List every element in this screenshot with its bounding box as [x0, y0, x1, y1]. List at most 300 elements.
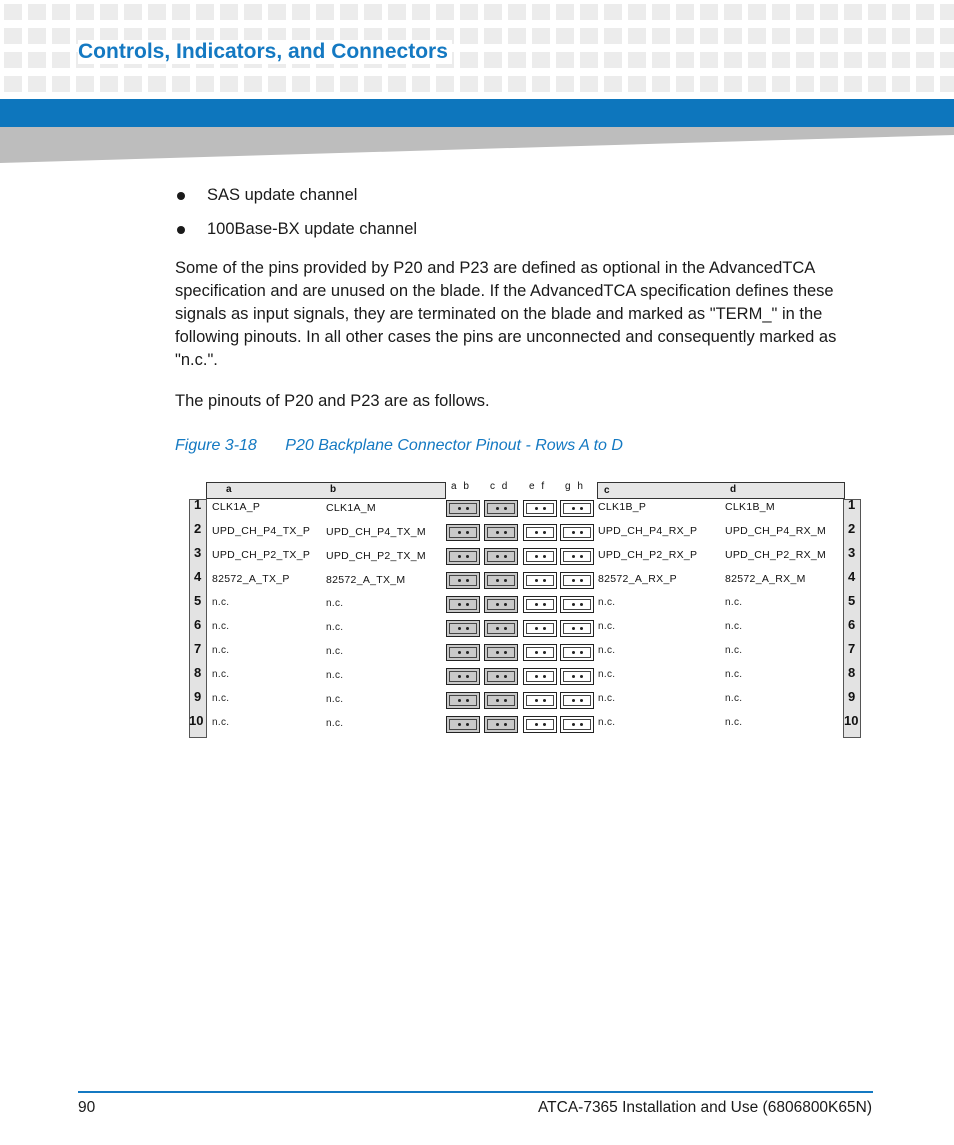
- header-pattern-square: [508, 76, 526, 92]
- header-pattern-square: [772, 28, 790, 44]
- header-pattern-square: [52, 4, 70, 20]
- header-pattern-square: [556, 4, 574, 20]
- contact-pair-gh: [560, 572, 594, 589]
- contact-pair-inner: [449, 647, 477, 658]
- pin-dot-icon: [543, 531, 546, 534]
- header-pattern-square: [796, 76, 814, 92]
- pin-dot-icon: [535, 507, 538, 510]
- header-pattern-square: [196, 76, 214, 92]
- pair-header-gh: g h: [565, 481, 585, 492]
- header-pattern-square: [916, 76, 934, 92]
- pin-dot-icon: [572, 627, 575, 630]
- pin-dot-icon: [496, 699, 499, 702]
- contact-pair-gh: [560, 524, 594, 541]
- pin-dot-icon: [466, 507, 469, 510]
- row-number-left: 4: [194, 569, 202, 584]
- contact-pair-cd: [484, 716, 518, 733]
- header-pattern-square: [508, 28, 526, 44]
- contact-pair-inner: [487, 695, 515, 706]
- header-pattern-square: [340, 76, 358, 92]
- contact-pair-ef: [523, 524, 557, 541]
- pin-dot-icon: [535, 675, 538, 678]
- header-pattern-square: [100, 4, 118, 20]
- pin-label-a: UPD_CH_P4_TX_P: [212, 525, 311, 537]
- contact-pair-inner: [563, 599, 591, 610]
- contact-pair-inner: [526, 695, 554, 706]
- pin-label-d: n.c.: [725, 645, 743, 656]
- header-pattern-square: [484, 76, 502, 92]
- pin-dot-icon: [543, 699, 546, 702]
- pin-label-c: n.c.: [598, 669, 616, 680]
- pin-dot-icon: [504, 699, 507, 702]
- pin-label-d: n.c.: [725, 621, 743, 632]
- header-pattern-square: [580, 4, 598, 20]
- header-pattern-square: [676, 4, 694, 20]
- header-pattern-square: [940, 52, 954, 68]
- pin-dot-icon: [572, 531, 575, 534]
- header-pattern-square: [628, 52, 646, 68]
- pin-dot-icon: [496, 579, 499, 582]
- pin-dot-icon: [543, 651, 546, 654]
- header-pattern-square: [844, 4, 862, 20]
- header-pattern-square: [28, 52, 46, 68]
- contact-pair-ab: [446, 668, 480, 685]
- header-pattern-square: [340, 4, 358, 20]
- contact-pair-cd: [484, 620, 518, 637]
- contact-pair-inner: [449, 599, 477, 610]
- contact-pair-cd: [484, 500, 518, 517]
- header-pattern-square: [892, 76, 910, 92]
- pin-label-b: n.c.: [326, 718, 344, 729]
- contact-pair-inner: [487, 623, 515, 634]
- pin-dot-icon: [580, 723, 583, 726]
- contact-pair-inner: [449, 551, 477, 562]
- header-pattern-square: [772, 52, 790, 68]
- header-pattern-square: [220, 76, 238, 92]
- row-number-right: 3: [848, 545, 856, 560]
- header-pattern-square: [508, 52, 526, 68]
- pin-dot-icon: [458, 723, 461, 726]
- pin-label-c: n.c.: [598, 693, 616, 704]
- paragraph: Some of the pins provided by P20 and P23 are defined as optional in the AdvancedTCA specification and are unused on the blade. If the AdvancedTCA specification defines these signals as input signals, they are terminated on the blade and marked as "TERM_" in the following pinouts. In all other cases the pins are unconnected and consequently marked as "n.c.".: [175, 259, 837, 369]
- pin-label-a: n.c.: [212, 717, 230, 728]
- paragraph: The pinouts of P20 and P23 are as follows.: [175, 392, 490, 410]
- pin-label-c: 82572_A_RX_P: [598, 573, 677, 585]
- pin-label-c: n.c.: [598, 717, 616, 728]
- contact-pair-inner: [487, 575, 515, 586]
- row-number-left: 1: [194, 497, 202, 512]
- pin-label-c: CLK1B_P: [598, 501, 647, 513]
- header-pattern-square: [532, 52, 550, 68]
- contact-pair-gh: [560, 716, 594, 733]
- pin-dot-icon: [466, 651, 469, 654]
- header-pattern-square: [412, 4, 430, 20]
- contact-pair-ef: [523, 500, 557, 517]
- header-pattern-square: [292, 4, 310, 20]
- header-pattern-square: [916, 28, 934, 44]
- contact-pair-inner: [487, 527, 515, 538]
- contact-pair-inner: [526, 599, 554, 610]
- header-pattern-square: [868, 76, 886, 92]
- contact-pair-cd: [484, 692, 518, 709]
- pin-dot-icon: [458, 651, 461, 654]
- contact-pair-ef: [523, 644, 557, 661]
- contact-pair-ab: [446, 596, 480, 613]
- pin-dot-icon: [535, 699, 538, 702]
- pin-dot-icon: [535, 603, 538, 606]
- pin-label-a: CLK1A_P: [212, 501, 261, 513]
- header-pattern-square: [148, 4, 166, 20]
- header-pattern-square: [100, 76, 118, 92]
- contact-pair-inner: [563, 575, 591, 586]
- pin-label-a: n.c.: [212, 645, 230, 656]
- document-title: ATCA-7365 Installation and Use (6806800K65N): [537, 1099, 872, 1116]
- pin-dot-icon: [580, 555, 583, 558]
- pin-label-b: n.c.: [326, 622, 344, 633]
- pin-dot-icon: [504, 579, 507, 582]
- pin-dot-icon: [496, 603, 499, 606]
- pin-dot-icon: [504, 555, 507, 558]
- header-pattern-square: [388, 4, 406, 20]
- pin-dot-icon: [504, 723, 507, 726]
- contact-pair-inner: [449, 695, 477, 706]
- header-pattern-square: [820, 28, 838, 44]
- pin-dot-icon: [535, 579, 538, 582]
- contact-pair-inner: [563, 527, 591, 538]
- pin-dot-icon: [496, 675, 499, 678]
- body-content: [175, 184, 865, 413]
- pin-label-a: 82572_A_TX_P: [212, 573, 290, 585]
- header-pattern-square: [748, 4, 766, 20]
- contact-pair-ab: [446, 500, 480, 517]
- pin-label-a: n.c.: [212, 621, 230, 632]
- contact-pair-gh: [560, 644, 594, 661]
- header-pattern-square: [628, 28, 646, 44]
- header-pattern-square: [4, 76, 22, 92]
- pair-header-ef: e f: [529, 481, 547, 492]
- header-pattern-square: [604, 28, 622, 44]
- pin-label-b: UPD_CH_P2_TX_M: [326, 550, 426, 562]
- header-pattern-square: [892, 4, 910, 20]
- pin-dot-icon: [458, 699, 461, 702]
- pin-dot-icon: [504, 603, 507, 606]
- header-pattern-square: [4, 4, 22, 20]
- figure-title: P20 Backplane Connector Pinout - Rows A to D: [285, 437, 623, 454]
- pin-dot-icon: [504, 531, 507, 534]
- header-pattern-square: [700, 28, 718, 44]
- header-pattern-square: [460, 4, 478, 20]
- pin-label-d: n.c.: [725, 597, 743, 608]
- contact-pair-inner: [449, 671, 477, 682]
- pair-header-cd: c d: [490, 481, 510, 492]
- contact-pair-inner: [487, 503, 515, 514]
- pin-label-a: n.c.: [212, 693, 230, 704]
- header-pattern-square: [604, 4, 622, 20]
- contact-pair-ef: [523, 620, 557, 637]
- contact-pair-cd: [484, 572, 518, 589]
- pin-dot-icon: [572, 555, 575, 558]
- header-pattern-square: [364, 76, 382, 92]
- contact-pair-inner: [449, 623, 477, 634]
- contact-pair-inner: [449, 575, 477, 586]
- header-pattern-square: [820, 52, 838, 68]
- contact-pair-ef: [523, 572, 557, 589]
- pin-dot-icon: [535, 723, 538, 726]
- pin-dot-icon: [458, 675, 461, 678]
- pin-dot-icon: [543, 555, 546, 558]
- header-pattern-square: [940, 76, 954, 92]
- header-pattern-square: [4, 28, 22, 44]
- contact-pair-inner: [487, 671, 515, 682]
- header-pattern-square: [748, 52, 766, 68]
- pin-label-d: CLK1B_M: [725, 501, 775, 513]
- header-pattern-square: [268, 4, 286, 20]
- contact-pair-ab: [446, 716, 480, 733]
- pin-dot-icon: [458, 555, 461, 558]
- pin-dot-icon: [466, 555, 469, 558]
- pin-dot-icon: [458, 531, 461, 534]
- header-pattern-square: [484, 52, 502, 68]
- pair-header-ab: a b: [451, 481, 471, 492]
- pin-dot-icon: [466, 579, 469, 582]
- contact-pair-ab: [446, 692, 480, 709]
- header-pattern-square: [844, 52, 862, 68]
- header-pattern-square: [940, 28, 954, 44]
- figure-caption: [175, 437, 623, 455]
- pin-dot-icon: [572, 651, 575, 654]
- contact-pair-cd: [484, 524, 518, 541]
- row-number-right: 4: [848, 569, 856, 584]
- row-number-right: 6: [848, 617, 856, 632]
- header-pattern-square: [388, 76, 406, 92]
- header-pattern-square: [76, 4, 94, 20]
- pin-dot-icon: [504, 651, 507, 654]
- pin-dot-icon: [580, 531, 583, 534]
- contact-pair-cd: [484, 644, 518, 661]
- header-pattern-square: [484, 4, 502, 20]
- column-header-b: b: [330, 484, 337, 495]
- header-pattern-square: [940, 4, 954, 20]
- footer-rule: [78, 1091, 873, 1093]
- header-pattern-square: [748, 28, 766, 44]
- header-pattern-square: [484, 28, 502, 44]
- bullet-item: [175, 218, 865, 241]
- header-pattern-square: [700, 4, 718, 20]
- bullet-text: 100Base-BX update channel: [207, 220, 418, 238]
- header-pattern-square: [772, 4, 790, 20]
- header-pattern-square: [148, 76, 166, 92]
- header-pattern-square: [124, 76, 142, 92]
- contact-pair-ef: [523, 692, 557, 709]
- pin-dot-icon: [580, 579, 583, 582]
- header-pattern-square: [580, 28, 598, 44]
- header-pattern-square: [52, 76, 70, 92]
- pin-label-b: n.c.: [326, 646, 344, 657]
- header-wedge: [0, 127, 954, 163]
- pin-label-c: UPD_CH_P4_RX_P: [598, 525, 698, 537]
- header-pattern-square: [652, 76, 670, 92]
- pin-dot-icon: [466, 531, 469, 534]
- pin-dot-icon: [572, 603, 575, 606]
- contact-pair-ef: [523, 596, 557, 613]
- header-pattern-square: [292, 76, 310, 92]
- header-pattern-square: [28, 76, 46, 92]
- header-pattern-square: [220, 4, 238, 20]
- header-pattern-square: [556, 76, 574, 92]
- row-number-left: 10: [189, 713, 204, 728]
- pin-dot-icon: [496, 555, 499, 558]
- pin-dot-icon: [496, 723, 499, 726]
- section-title: Controls, Indicators, and Connectors: [78, 40, 452, 64]
- header-pattern-square: [916, 4, 934, 20]
- pin-label-b: UPD_CH_P4_TX_M: [326, 526, 426, 538]
- pin-dot-icon: [458, 507, 461, 510]
- contact-pair-ab: [446, 524, 480, 541]
- header-pattern-square: [916, 52, 934, 68]
- header-pattern-square: [316, 4, 334, 20]
- row-number-left: 7: [194, 641, 202, 656]
- contact-pair-ef: [523, 548, 557, 565]
- header-pattern-square: [844, 28, 862, 44]
- column-header-c: c: [604, 485, 610, 496]
- pin-dot-icon: [466, 675, 469, 678]
- header-pattern-square: [604, 52, 622, 68]
- contact-pair-ef: [523, 668, 557, 685]
- contact-pair-inner: [563, 647, 591, 658]
- header-pattern-square: [124, 4, 142, 20]
- pin-dot-icon: [458, 603, 461, 606]
- header-pattern-square: [748, 76, 766, 92]
- pin-label-b: n.c.: [326, 694, 344, 705]
- contact-pair-gh: [560, 668, 594, 685]
- row-number-right: 7: [848, 641, 856, 656]
- header-pattern-square: [892, 28, 910, 44]
- header-pattern-square: [700, 76, 718, 92]
- header-pattern-square: [460, 52, 478, 68]
- header-bar: [0, 99, 954, 127]
- header-pattern-square: [796, 52, 814, 68]
- pin-dot-icon: [572, 675, 575, 678]
- header-pattern-square: [580, 52, 598, 68]
- contact-pair-gh: [560, 620, 594, 637]
- row-number-right: 5: [848, 593, 856, 608]
- pin-label-d: UPD_CH_P2_RX_M: [725, 549, 827, 561]
- pinout-figure: [186, 478, 866, 744]
- contact-pair-gh: [560, 500, 594, 517]
- pin-dot-icon: [496, 531, 499, 534]
- pin-label-b: n.c.: [326, 598, 344, 609]
- header-pattern-square: [172, 76, 190, 92]
- header-pattern-square: [724, 4, 742, 20]
- contact-pair-inner: [526, 719, 554, 730]
- header-pattern-square: [460, 76, 478, 92]
- header-pattern-square: [676, 52, 694, 68]
- header-pattern-square: [772, 76, 790, 92]
- contact-pair-cd: [484, 596, 518, 613]
- header-pattern-square: [268, 76, 286, 92]
- pin-dot-icon: [466, 723, 469, 726]
- bullet-icon: [177, 192, 185, 200]
- pin-dot-icon: [458, 627, 461, 630]
- header-pattern-square: [532, 28, 550, 44]
- header-pattern-square: [196, 4, 214, 20]
- header-pattern-square: [628, 4, 646, 20]
- header-pattern-square: [556, 28, 574, 44]
- header-pattern-square: [580, 76, 598, 92]
- pin-dot-icon: [504, 507, 507, 510]
- contact-pair-inner: [526, 671, 554, 682]
- pin-dot-icon: [572, 699, 575, 702]
- header-pattern-square: [364, 4, 382, 20]
- header-pattern-square: [652, 28, 670, 44]
- pin-dot-icon: [496, 507, 499, 510]
- contact-pair-inner: [526, 575, 554, 586]
- pin-dot-icon: [504, 675, 507, 678]
- header-pattern-square: [52, 28, 70, 44]
- row-number-left: 3: [194, 545, 202, 560]
- contact-pair-ab: [446, 572, 480, 589]
- header-pattern-square: [76, 76, 94, 92]
- pin-label-b: 82572_A_TX_M: [326, 574, 406, 586]
- header-pattern-square: [28, 28, 46, 44]
- pin-dot-icon: [466, 603, 469, 606]
- pin-dot-icon: [580, 699, 583, 702]
- contact-pair-inner: [449, 719, 477, 730]
- pin-dot-icon: [543, 723, 546, 726]
- contact-pair-ef: [523, 716, 557, 733]
- pin-dot-icon: [535, 651, 538, 654]
- pin-label-c: n.c.: [598, 645, 616, 656]
- contact-pair-gh: [560, 548, 594, 565]
- pin-label-c: n.c.: [598, 621, 616, 632]
- bullet-icon: [177, 226, 185, 234]
- header-pattern-square: [844, 76, 862, 92]
- header-pattern-square: [556, 52, 574, 68]
- contact-pair-ab: [446, 644, 480, 661]
- right-header-box: [597, 482, 845, 499]
- header-pattern-square: [532, 4, 550, 20]
- header-pattern-square: [52, 52, 70, 68]
- row-number-left: 9: [194, 689, 202, 704]
- bullet-text: SAS update channel: [207, 186, 358, 204]
- pin-dot-icon: [580, 651, 583, 654]
- pin-dot-icon: [466, 699, 469, 702]
- contact-pair-inner: [563, 719, 591, 730]
- pin-label-a: UPD_CH_P2_TX_P: [212, 549, 311, 561]
- row-number-left: 8: [194, 665, 202, 680]
- contact-pair-inner: [563, 695, 591, 706]
- header-pattern-square: [4, 52, 22, 68]
- pin-dot-icon: [496, 627, 499, 630]
- header-pattern-square: [436, 4, 454, 20]
- pin-dot-icon: [458, 579, 461, 582]
- row-number-right: 9: [848, 689, 856, 704]
- pin-label-a: n.c.: [212, 597, 230, 608]
- pin-dot-icon: [543, 675, 546, 678]
- pin-dot-icon: [572, 579, 575, 582]
- contact-pair-inner: [487, 551, 515, 562]
- header-pattern-square: [244, 76, 262, 92]
- pin-label-d: n.c.: [725, 693, 743, 704]
- row-number-left: 5: [194, 593, 202, 608]
- contact-pair-inner: [449, 527, 477, 538]
- header-pattern-square: [796, 4, 814, 20]
- column-header-d: d: [730, 484, 737, 495]
- pin-dot-icon: [572, 507, 575, 510]
- pin-label-d: UPD_CH_P4_RX_M: [725, 525, 827, 537]
- pin-dot-icon: [572, 723, 575, 726]
- pin-label-d: n.c.: [725, 669, 743, 680]
